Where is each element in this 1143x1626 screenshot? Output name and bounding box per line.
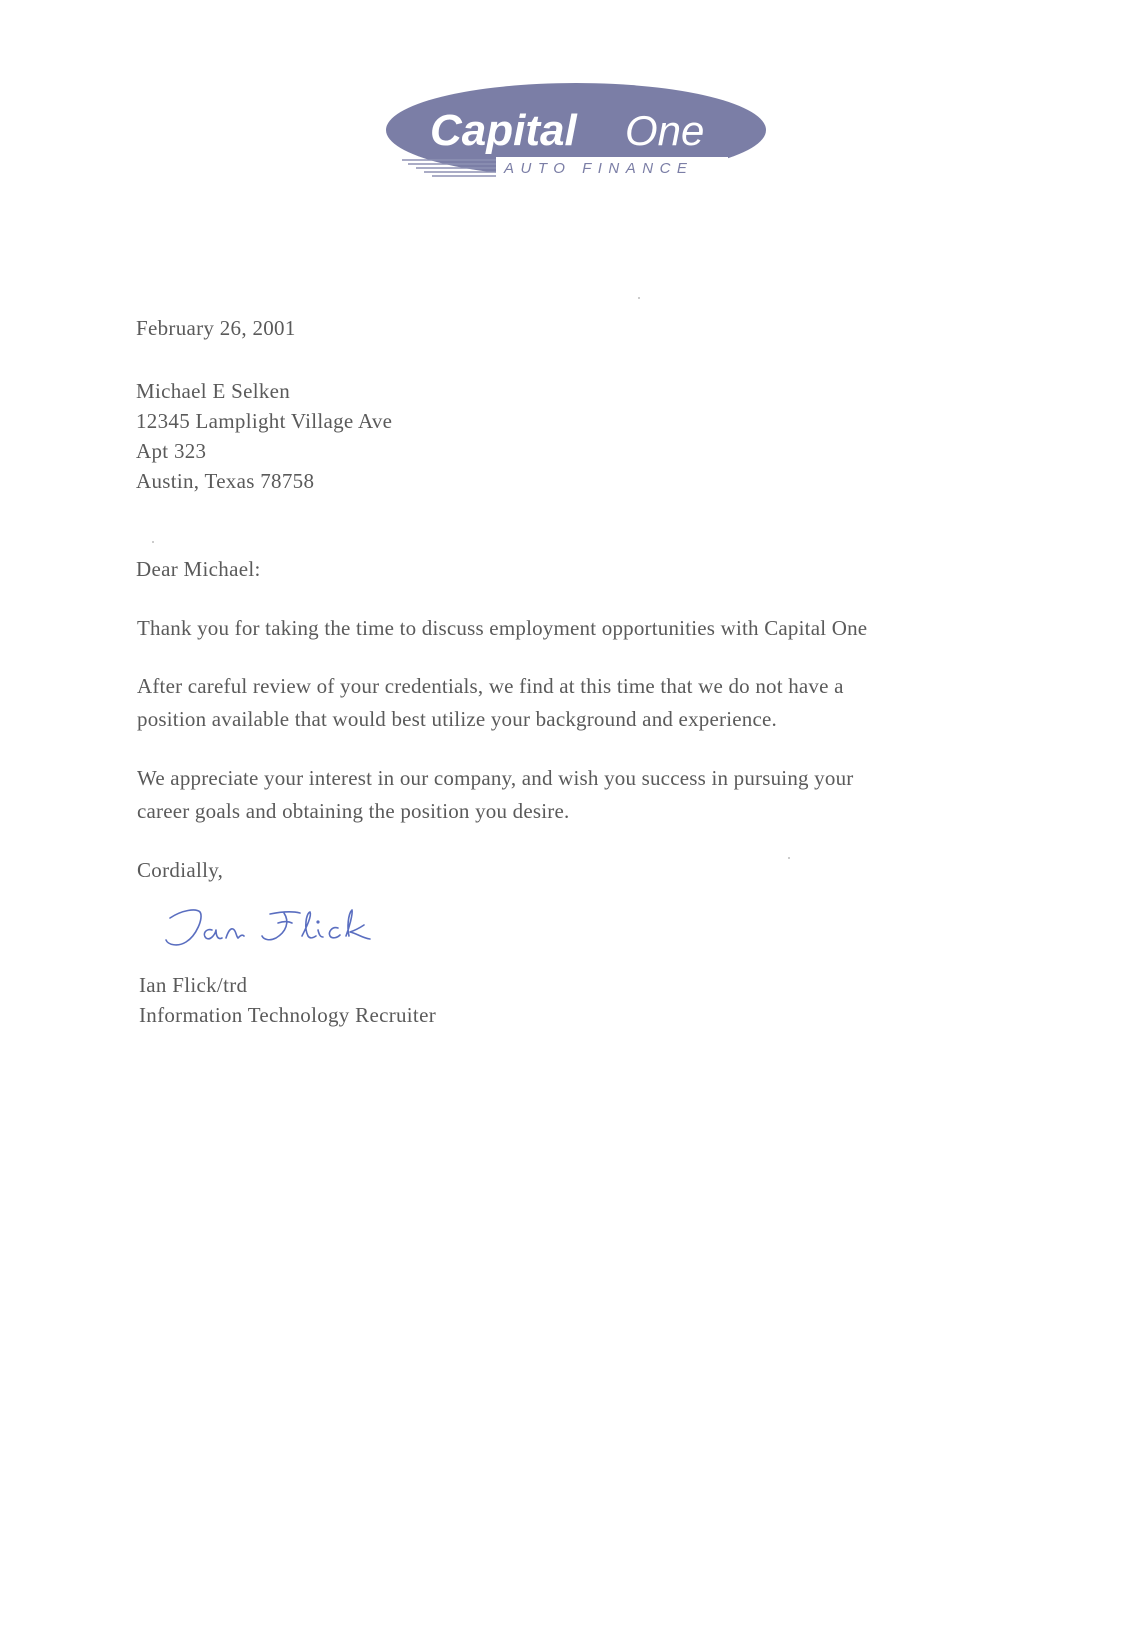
body-paragraph xyxy=(137,670,844,736)
signature-block xyxy=(139,970,436,1030)
paragraph-line: career goals and obtaining the position you desire. xyxy=(137,799,570,823)
salutation: Dear Michael: xyxy=(136,557,261,581)
scan-speck xyxy=(788,857,790,859)
brand-secondary-text: One xyxy=(625,107,705,154)
paragraph-line: We appreciate your interest in our company, and wish you success in pursuing your xyxy=(137,766,854,790)
paragraph-line: position available that would best utilize your background and experience. xyxy=(137,707,777,731)
scan-speck xyxy=(638,297,640,299)
letter-date: February 26, 2001 xyxy=(136,316,296,340)
handwritten-signature xyxy=(160,898,390,958)
body-paragraph xyxy=(137,762,853,828)
signer-title: Information Technology Recruiter xyxy=(139,1003,436,1027)
scan-speck xyxy=(152,541,154,543)
brand-primary-text: Capital xyxy=(430,106,577,155)
paragraph-line: After careful review of your credentials, we find at this time that we do not have a xyxy=(137,674,844,698)
body-paragraph xyxy=(137,612,867,645)
paragraph-line: Thank you for taking the time to discuss employment opportunities with Capital One xyxy=(137,616,868,640)
recipient-city-state-zip: Austin, Texas 78758 xyxy=(136,469,315,493)
recipient-address xyxy=(136,376,392,496)
division-text: AUTO FINANCE xyxy=(504,160,694,177)
recipient-street: 12345 Lamplight Village Ave xyxy=(136,409,393,433)
letterhead-logo xyxy=(384,78,784,193)
signer-name: Ian Flick/trd xyxy=(139,973,248,997)
recipient-unit: Apt 323 xyxy=(136,439,207,463)
closing: Cordially, xyxy=(137,858,224,882)
recipient-name: Michael E Selken xyxy=(136,379,291,403)
capital-one-logo xyxy=(384,78,784,193)
